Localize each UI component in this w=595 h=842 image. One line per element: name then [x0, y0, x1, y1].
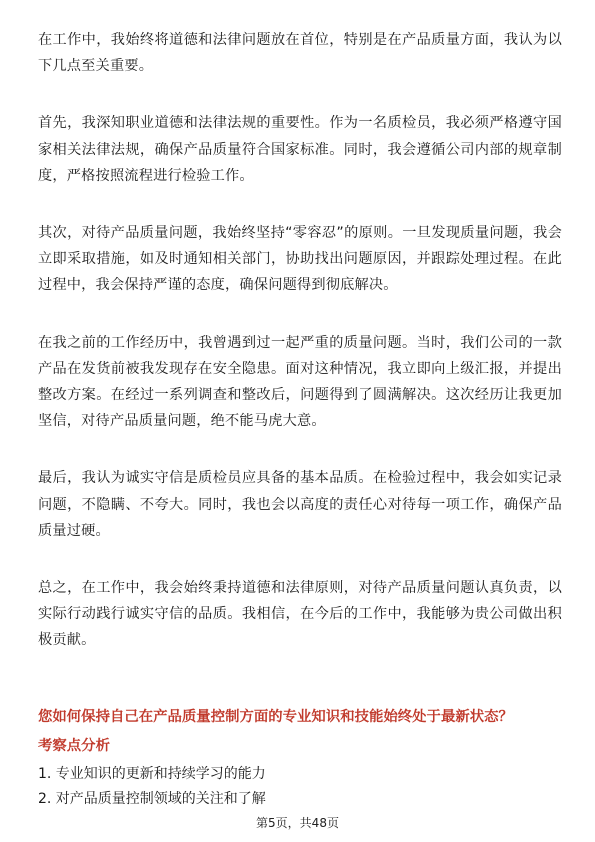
assessment-points-list: [38, 762, 562, 812]
assessment-point-1: 1. 专业知识的更新和持续学习的能力: [38, 766, 266, 782]
answer-paragraph-2: 首先，我深知职业道德和法律法规的重要性。作为一名质检员，我必须严格遵守国家相关法律法规，确保产品质量符合国家标准。同时，我会遵循公司内部的规章制度，严格按照流程进行检验工作。: [38, 115, 562, 184]
section-title: 考察点分析: [38, 738, 110, 754]
interview-question: 您如何保持自己在产品质量控制方面的专业知识和技能始终处于最新状态？: [38, 709, 513, 725]
answer-paragraph-4: 在我之前的工作经历中，我曾遇到过一起严重的质量问题。当时，我们公司的一款产品在发货前被我发现存在安全隐患。面对这种情况，我立即向上级汇报，并提出整改方案。在经过一系列调查和整改后，问题得到了圆满解决。这次经历让我更加坚信，对待产品质量问题，绝不能马虎大意。: [38, 334, 562, 430]
answer-body: [38, 27, 562, 685]
answer-paragraph-1: 在工作中，我始终将道德和法律问题放在首位，特别是在产品质量方面，我认为以下几点至关重要。: [38, 32, 562, 75]
assessment-point-2: 2. 对产品质量控制领域的关注和了解: [38, 791, 266, 807]
page-number-footer: 第5页，共48页: [256, 816, 339, 830]
answer-paragraph-3: 其次，对待产品质量问题，我始终坚持“零容忍”的原则。一旦发现质量问题，我会立即采取措施，如及时通知相关部门，协助找出问题原因，并跟踪处理过程。在此过程中，我会保持严谨的态度，确保问题得到彻底解决。: [38, 225, 562, 294]
answer-paragraph-6: 总之，在工作中，我会始终秉持道德和法律原则，对待产品质量问题认真负责，以实际行动践行诚实守信的品质。我相信，在今后的工作中，我能够为贵公司做出积极贡献。: [38, 580, 562, 649]
answer-paragraph-5: 最后，我认为诚实守信是质检员应具备的基本品质。在检验过程中，我会如实记录问题，不隐瞒、不夸大。同时，我也会以高度的责任心对待每一项工作，确保产品质量过硬。: [38, 470, 562, 539]
